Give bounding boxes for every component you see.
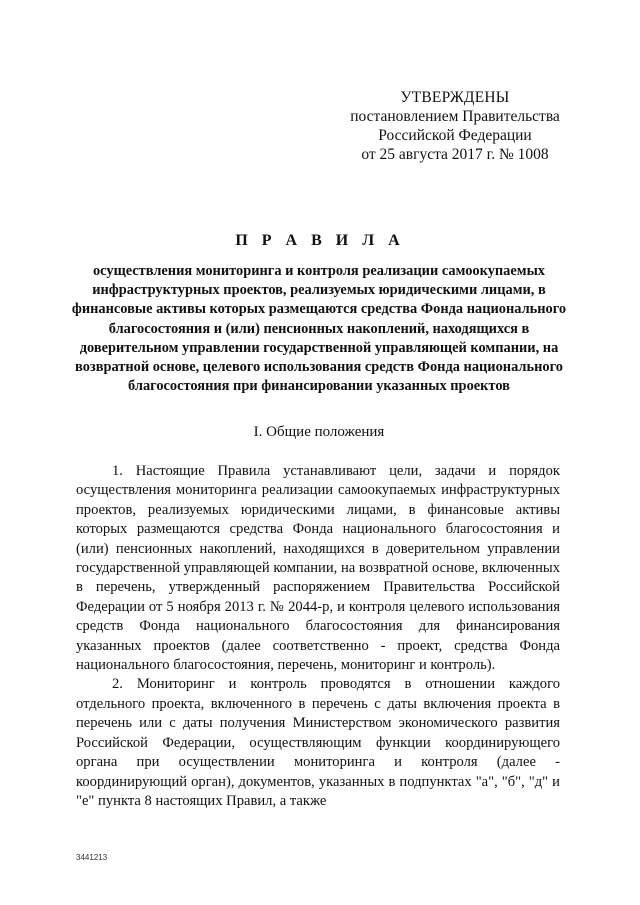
approval-line: Российской Федерации — [378, 127, 532, 144]
footer-document-code: 3441213 — [76, 853, 108, 862]
section-heading: I. Общие положения — [253, 424, 385, 440]
paragraph: 1. Настоящие Правила устанавливают цели, задачи и порядок осуществления мониторинга реализации самоокупаемых инфраструктурных проектов, реализуемых юридическими лицами, в финансовые активы которых размещаются средства Фонда национального благосостояния и (или) пенсионных накоплений, находящихся в доверительном управлении государственной управляющей компании, на возвратной основе, включенных в перечень, утвержденный распоряжением Правительства Российской Федерации от 5 ноября 2013 г. № 2044-р, и контроля целевого использования средств Фонда национального благосостояния для финансирования указанных проектов (далее соответственно - проект, средства Фонда национального благосостояния, перечень, мониторинг и контроль). — [76, 463, 560, 674]
approval-heading: УТВЕРЖДЕНЫ — [400, 89, 510, 106]
document-subtitle: осуществления мониторинга и контроля реализации самоокупаемых инфраструктурных проектов, реализуемых юридическими лицами, в финансовые активы которых размещаются средства Фонда национального благосостояния и (или) пенсионных накоплений, находящихся в доверительном управлении государственной управляющей компании, на возвратной основе, целевого использования средств Фонда национального благосостояния при финансировании указанных проектов — [71, 263, 567, 395]
approval-date-number: от 25 августа 2017 г. № 1008 — [361, 146, 549, 163]
approval-block — [340, 88, 570, 164]
section-body — [76, 462, 560, 811]
approval-line: постановлением Правительства — [350, 108, 560, 125]
document-title: П Р А В И Л А — [235, 232, 405, 249]
paragraph: 2. Мониторинг и контроль проводятся в отношении каждого отдельного проекта, включенного в перечень с даты включения проекта в перечень или с даты получения Министерством экономического развития Российской Федерации, осуществляющим функции координирующего органа при осуществлении мониторинга и контроля (далее - координирующий орган), документов, указанных в подпунктах "а", "б", "д" и "е" пункта 8 настоящих Правил, а также — [76, 676, 560, 809]
